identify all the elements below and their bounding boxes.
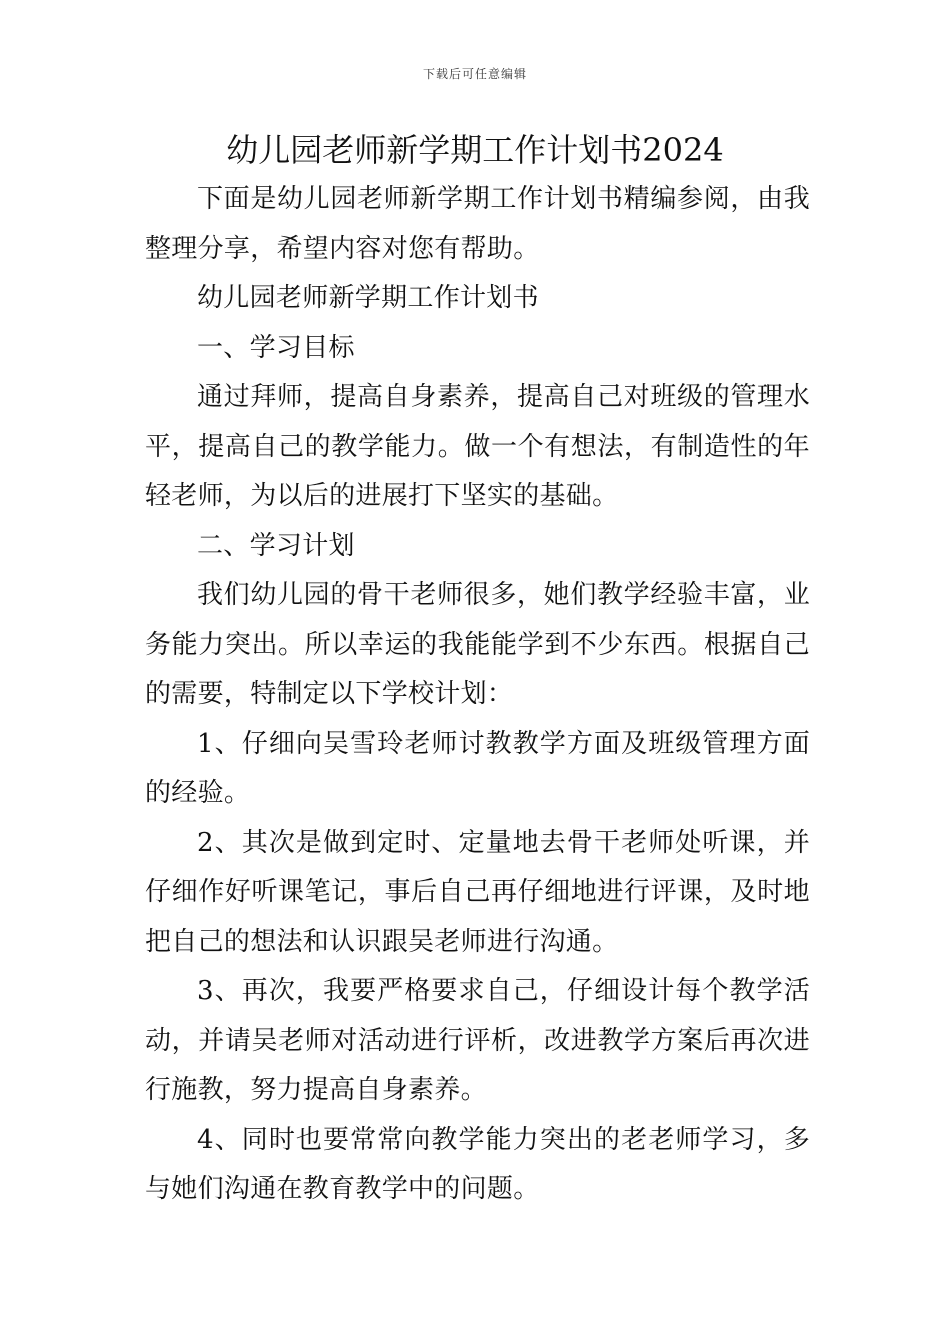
intro-paragraph: 下面是幼儿园老师新学期工作计划书精编参阅，由我整理分享，希望内容对您有帮助。 [145,184,810,264]
header-note: 下载后可任意编辑 [422,67,527,81]
document-title: 幼儿园老师新学期工作计划书2024 [226,131,724,169]
plan-item-4: 4、同时也要常常向教学能力突出的老老师学习，多与她们沟通在教育教学中的问题。 [145,1124,810,1204]
goals-paragraph: 通过拜师，提高自身素养，提高自己对班级的管理水平，提高自己的教学能力。做一个有想法，有制造性的年轻老师，为以后的进展打下坚实的基础。 [145,382,810,511]
plan-intro-paragraph: 我们幼儿园的骨干老师很多，她们教学经验丰富，业务能力突出。所以幸运的我能能学到不少东西。根据自己的需要，特制定以下学校计划： [145,580,810,709]
document-body [145,175,810,1215]
plan-item-1: 1、仔细向吴雪玲老师讨教教学方面及班级管理方面的经验。 [145,728,810,808]
section-heading-plan: 二、学习计划 [197,530,355,561]
plan-item-2: 2、其次是做到定时、定量地去骨干老师处听课，并仔细作好听课笔记，事后自己再仔细地进行评课，及时地把自己的想法和认识跟吴老师进行沟通。 [145,827,810,957]
subtitle-paragraph: 幼儿园老师新学期工作计划书 [197,283,539,313]
plan-item-3: 3、再次，我要严格要求自己，仔细设计每个教学活动，并请吴老师对活动进行评析，改进教学方案后再次进行施教，努力提高自身素养。 [145,976,810,1105]
section-heading-goals: 一、学习目标 [197,332,355,363]
